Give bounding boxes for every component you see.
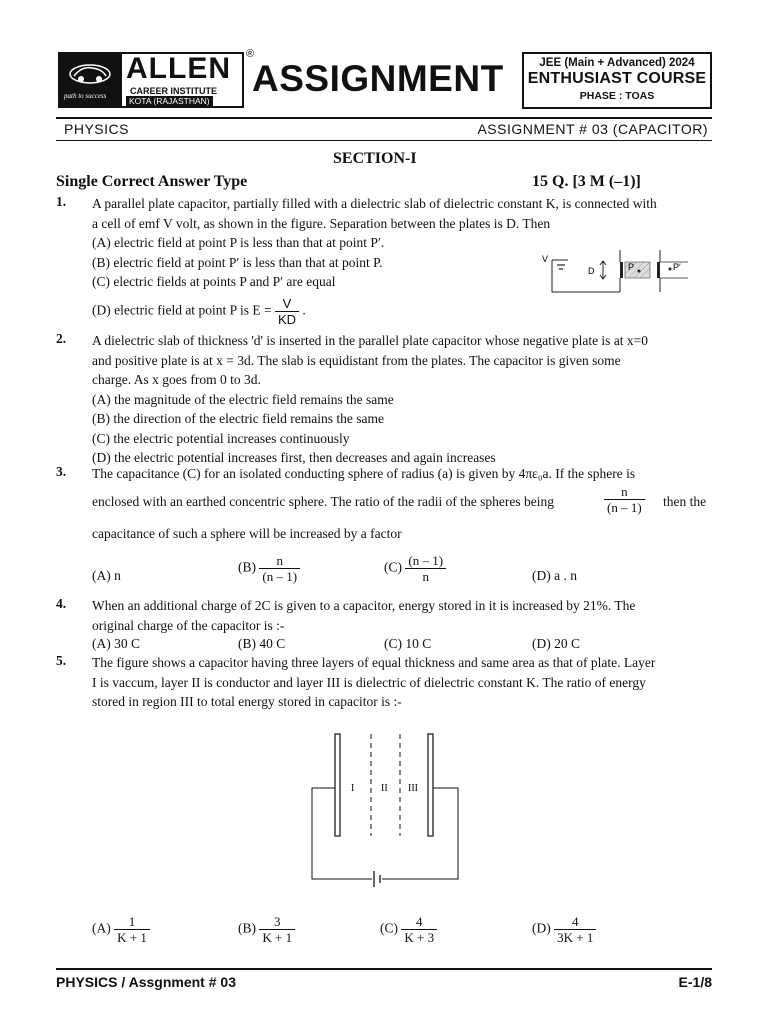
q3-option-b: (B) $\frac{n}{(n - 1)}$ [238,553,300,584]
q3-line2-left: enclosed with an earthed concentric sphere. The ratio of the radii of the spheres being [92,494,554,509]
q1-line2: a cell of emf V volt, as shown in the figure. Separation between the plates is D. Then [92,215,551,231]
q5-fig-layer-2: II [381,783,388,794]
header-rule-top [56,117,712,119]
q4-option-d: (D) 20 C [532,636,580,651]
section-title: SECTION-I [333,150,417,167]
q4-line1: When an additional charge of 2C is given to a capacitor, energy stored in it is increased by 21%. The [92,598,636,613]
q2-stem [92,331,720,468]
q5-option-d: (D) $\frac{4}{3K + 1}$ [532,914,596,945]
q5-c-fraction: $\frac{4}{K + 3}$ [401,914,437,945]
q5-fig-layer-3: III [408,783,418,794]
q3-option-c: (C) $\frac{(n - 1)}{n}$ [384,553,446,584]
q1-number: 1. [56,194,67,209]
course-box [522,52,712,109]
q1-line1: A parallel plate capacitor, partially filled with a dielectric slab of dielectric constant K, is connected with [92,196,657,211]
q2-option-b: (B) the direction of the electric field remains the same [92,411,385,426]
q5-option-a: (A) $\frac{1}{K + 1}$ [92,914,150,945]
q3-line1: The capacitance (C) for an isolated conducting sphere of radius (a) is given by 4πε₀a. If the sphere is [92,466,636,481]
q1-option-d: (D) electric field at point P is E = $\frac{V}{KD}$ . [92,296,306,327]
brand-name: ALLEN [126,52,231,85]
q1-option-b: (B) electric field at point P′ is less than that at point P. [92,254,383,270]
exam-name: JEE (Main + Advanced) 2024 [539,57,695,69]
q4-option-a: (A) 30 C [92,636,140,651]
q2-option-c: (C) the electric potential increases continuously [92,430,350,446]
q3-ratio-fraction: $\frac{n}{(n - 1)}$ [604,484,645,515]
q1-d-text: (D) electric field at point P is E = [92,302,272,318]
q4-line2: original charge of the capacitor is :- [92,617,285,633]
logo-emblem [60,54,122,106]
q2-option-d: (D) the electric potential increases first, then decreases and again increases [92,450,496,465]
q5-b-fraction: $\frac{3}{K + 1}$ [259,914,295,945]
q5-stem [92,653,720,712]
q5-option-c: (C) $\frac{4}{K + 3}$ [380,914,437,945]
q2-option-a: (A) the magnitude of the electric field remains the same [92,391,394,407]
q1-capacitor-figure [540,248,715,300]
q4-option-c: (C) 10 C [384,636,432,651]
q1-fig-v: V [542,254,549,264]
document-title: ASSIGNMENT [252,58,504,99]
q5-line1: The figure shows a capacitor having three layers of equal thickness and same area as that of plate. Layer [92,655,656,670]
footer-rule [56,968,712,970]
answer-type: Single Correct Answer Type [56,173,248,190]
q3-option-d: (D) a . n [532,568,577,583]
q1-option-c: (C) electric fields at points P and P′ are equal [92,274,336,289]
q5-fig-layer-1: I [351,783,355,794]
assignment-label: ASSIGNMENT # 03 (CAPACITOR) [477,121,708,137]
marking-scheme: 15 Q. [3 M (–1)] [532,173,641,190]
q1-d-fraction: $\frac{V}{KD}$ [275,296,299,327]
subject-label: PHYSICS [64,121,129,137]
q2-number: 2. [56,331,67,346]
q1-fig-d: D [588,266,595,276]
q2-line1: A dielectric slab of thickness 'd' is inserted in the parallel plate capacitor whose negative plate is at x=0 [92,333,649,348]
page-number: E-1/8 [678,974,712,990]
q5-line3: stored in region III to total energy stored in capacitor is :- [92,694,402,709]
phase-name: PHASE : TOAS [579,90,655,102]
institute-name: CAREER INSTITUTE [130,86,218,96]
logo-text [122,54,242,106]
allen-logo [58,52,244,108]
tagline: path to success [64,92,107,100]
q4-option-b: (B) 40 C [238,636,286,651]
q2-line3: charge. As x goes from 0 to 3d. [92,372,261,387]
q4-stem [92,596,720,635]
q3-number: 3. [56,464,67,479]
q2-line2: and positive plate is at x = 3d. The slab is equidistant from the plates. The capacitor is given some [92,352,621,368]
q1-fig-p-prime: P′ [673,262,681,272]
footer-left: PHYSICS / Assgnment # 03 [56,974,236,990]
q1-fig-p: P [628,262,635,272]
header-rule-bottom [56,140,712,141]
q3-b-fraction: $\frac{n}{(n - 1)}$ [259,553,300,584]
q1-option-a: (A) electric field at point P is less than that at point P′. [92,235,385,250]
q4-number: 4. [56,596,67,611]
q3-line2-right: then the [663,494,707,509]
q5-line2: I is vaccum, layer II is conductor and layer III is dielectric of dielectric constant K. The ratio of energy [92,674,646,690]
q5-number: 5. [56,653,67,668]
course-name: ENTHUSIAST COURSE [527,70,707,87]
q3-line3: capacitance of such a sphere will be increased by a factor [92,526,402,541]
q5-a-fraction: $\frac{1}{K + 1}$ [114,914,150,945]
q3-c-fraction: $\frac{(n - 1)}{n}$ [405,553,446,584]
q3-option-a: (A) n [92,568,121,583]
q5-option-b: (B) $\frac{3}{K + 1}$ [238,914,295,945]
q5-capacitor-figure [300,728,470,890]
institute-city: KOTA (RAJASTHAN) [126,96,213,106]
q5-d-fraction: $\frac{4}{3K + 1}$ [554,914,596,945]
registered-mark: ® [246,48,255,60]
